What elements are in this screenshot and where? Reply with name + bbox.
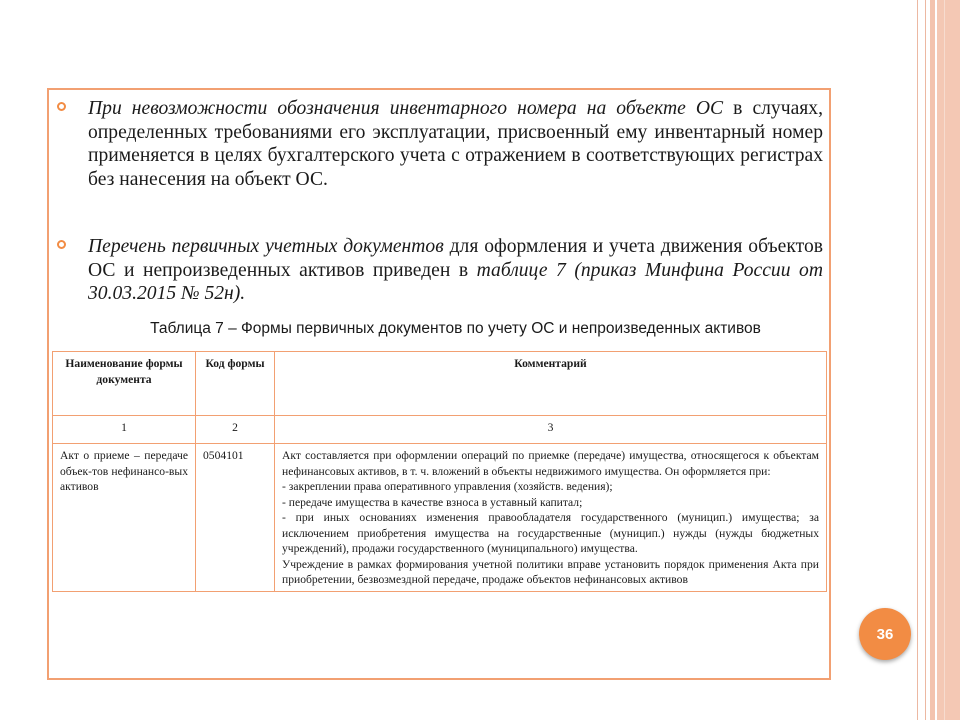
column-number: 3 [275,416,827,444]
bullet-text: для оформления и учета движения объектов ОС и непроизведенных активов приведен в [88,236,823,281]
comment-line: Акт составляется при оформлении операций по приемке (передаче) имущества, относящегося к объектам нефинансовых активов, в т. ч. вложений в объекты недвижимого имущества. Он оформляется при: [282,449,819,478]
comment-line: - закреплении права оперативного управления (хозяйств. ведения); [282,480,613,493]
page-number-badge: 36 [859,608,911,660]
column-number: 2 [196,416,275,444]
comment-line: Учреждение в рамках формирования учетной политики вправе установить порядок применения Акта при приобретении, безвозмездной передаче, продаже объектов нефинансовых активов [282,557,819,586]
header-comment: Комментарий [275,352,827,416]
bullet-inventory-number [88,97,823,191]
header-form-code: Код формы [196,352,275,416]
bullet-italic-reference: таблице 7 (приказ Минфина России от 30.03.2015 № 52н). [88,259,823,304]
cell-form-code: 0504101 [196,444,275,592]
comment-line: - передаче имущества в качестве взноса в уставный капитал; [282,495,583,509]
bullet-italic-text: Перечень первичных учетных документов [88,236,444,257]
header-form-name: Наименование формы документа [53,352,196,416]
table-header-row [53,352,827,416]
table-caption: Таблица 7 – Формы первичных документов по учету ОС и непроизведенных активов [150,320,761,337]
decor-strip [930,0,935,720]
bullet-text: в случаях, определенных требованиями его эксплуатации, присвоенный ему инвентарный номер применяется в целях бухгалтерского учета с отражением в соответствующих регистрах без нанесения на объект ОС. [88,98,823,190]
document-forms-table [52,351,827,592]
decor-strip [937,0,960,720]
decor-line [944,0,945,720]
table-number-row [53,416,827,444]
decor-line [917,0,918,720]
decor-line [925,0,926,720]
bullet-document-list [88,235,823,306]
circle-bullet-icon [57,240,66,249]
cell-comment [275,444,827,592]
circle-bullet-icon [57,102,66,111]
comment-line: - при иных основаниях изменения правообладателя государственного (муницип.) имущества; за исключением приобретения имущества на государственные (муницип.) нужды (нужды бюджетных учреждений), продажи государственного (муниципального) имущества. [282,511,819,555]
cell-form-name: Акт о приеме – передаче объек-тов нефинансо-вых активов [53,444,196,592]
bullet-italic-text: При невозможности обозначения инвентарного номера на объекте ОС [88,98,724,119]
column-number: 1 [53,416,196,444]
table-row [53,444,827,592]
